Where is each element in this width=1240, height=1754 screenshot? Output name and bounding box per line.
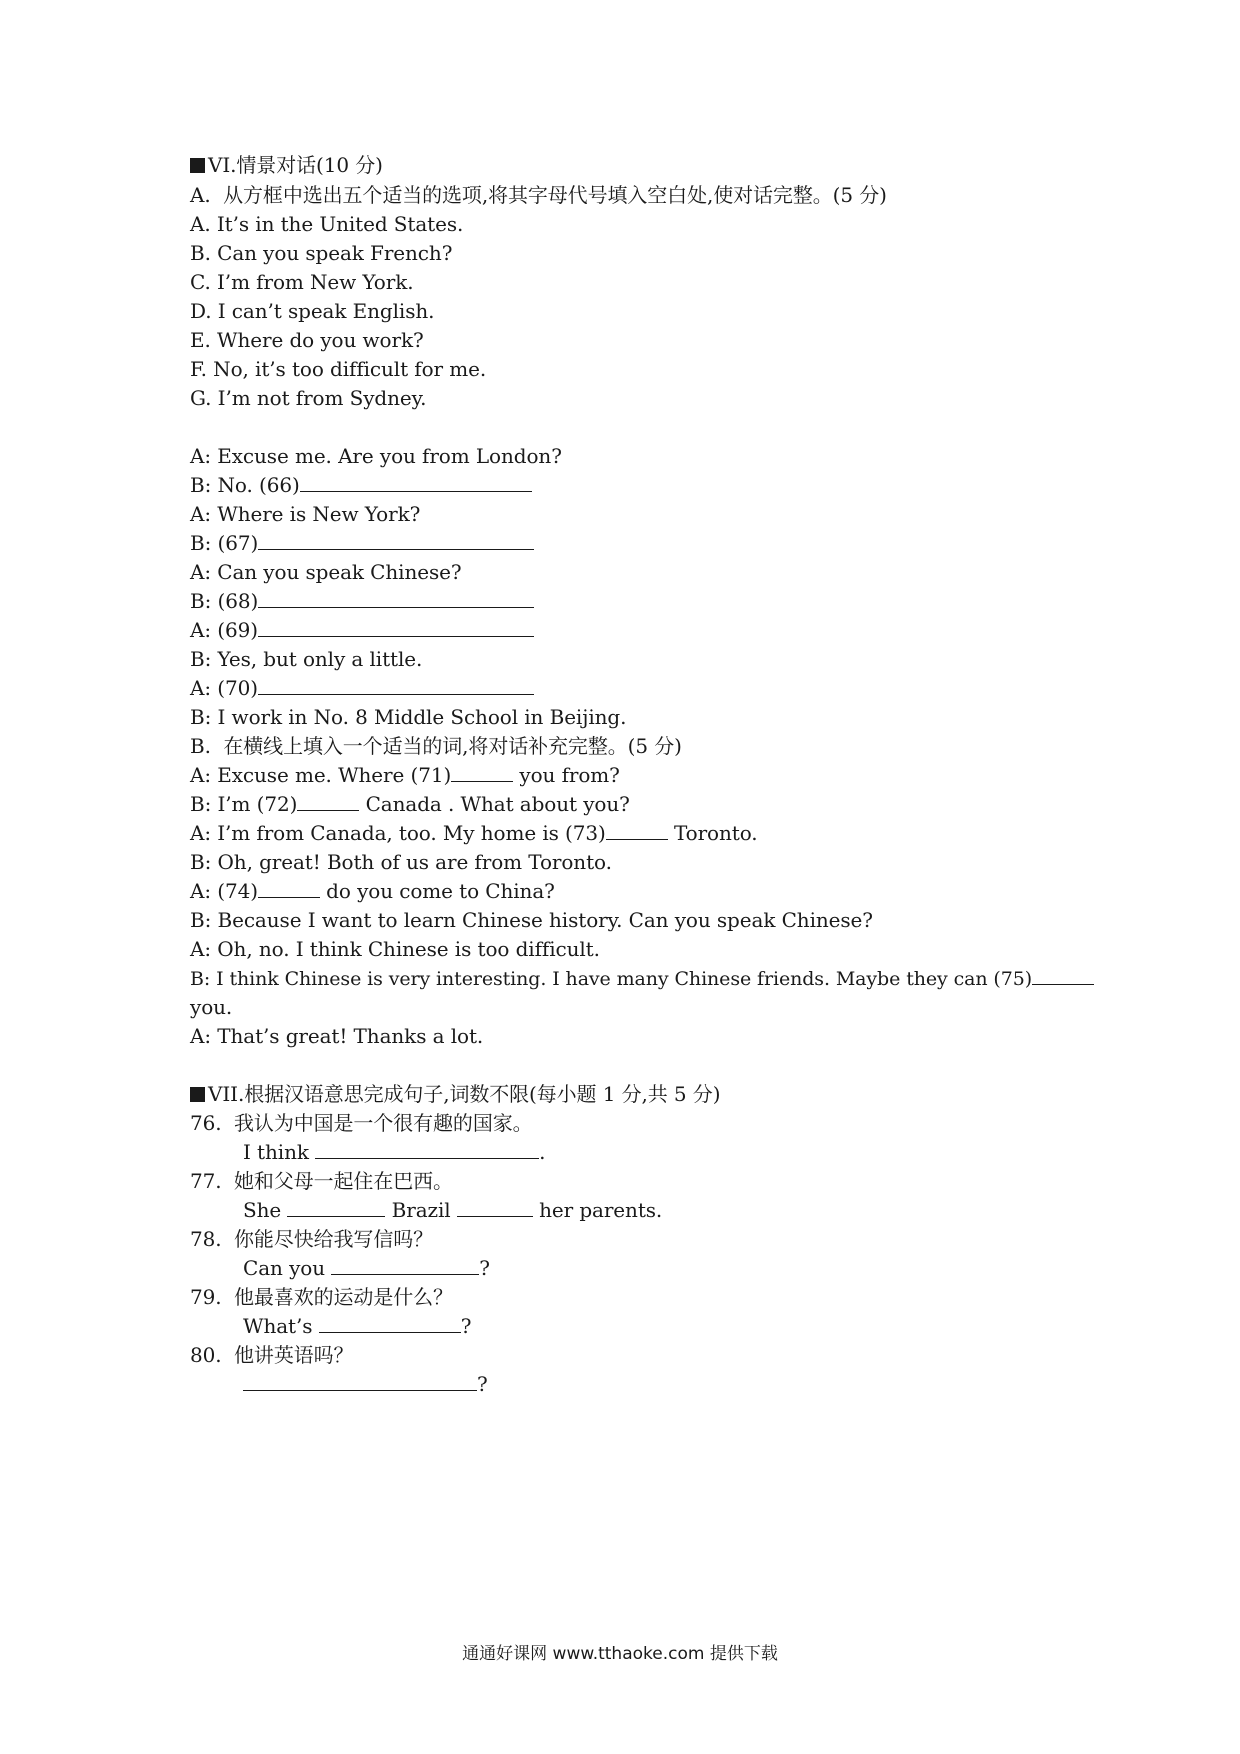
option: A. It’s in the United States. [190,212,464,236]
answer-line-79: What’s ? [243,1314,472,1338]
option: B. Can you speak French? [190,241,453,265]
dialogue-line: B: Yes, but only a little. [190,647,423,671]
section-7-heading: VII.根据汉语意思完成句子,词数不限(每小题 1 分,共 5 分) [190,1080,720,1108]
part-a-instruction: A. 从方框中选出五个适当的选项,将其字母代号填入空白处,使对话完整。(5 分) [190,183,887,207]
question-76: 76. 我认为中国是一个很有趣的国家。 [190,1111,533,1135]
dialogue-line: B: (68) [190,587,534,615]
answer-blank-70[interactable] [258,674,534,695]
answer-blank-75[interactable] [1032,964,1094,985]
dialogue-line: A: (70) [190,674,534,702]
dialogue-line: A: Excuse me. Where (71) you from? [190,763,620,787]
dialogue-line: B: Oh, great! Both of us are from Toronto. [190,850,612,874]
option: C. I’m from New York. [190,270,414,294]
square-bullet-icon [190,158,205,173]
dialogue-line: B: I think Chinese is very interesting. I have many Chinese friends. Maybe they can (75) [190,964,1094,993]
dialogue-line: A: That’s great! Thanks a lot. [190,1024,484,1048]
answer-blank[interactable] [287,1196,385,1217]
answer-line-78: Can you ? [243,1256,490,1280]
dialogue-line: B: Because I want to learn Chinese history. Can you speak Chinese? [190,908,873,932]
section-6-heading: VI.情景对话(10 分) [190,151,383,179]
answer-blank-71[interactable] [451,761,513,782]
question-79: 79. 他最喜欢的运动是什么？ [190,1285,453,1309]
dialogue-line: A: (74) do you come to China? [190,879,555,903]
dialogue-line: B: I’m (72) Canada . What about you? [190,792,630,816]
answer-blank[interactable] [331,1254,479,1275]
answer-line-80: ? [243,1370,488,1398]
dialogue-line: B: I work in No. 8 Middle School in Beijing. [190,705,627,729]
dialogue-line: A: Excuse me. Are you from London? [190,444,562,468]
option: D. I can’t speak English. [190,299,435,323]
answer-blank-69[interactable] [258,616,534,637]
dialogue-line: A: Can you speak Chinese? [190,560,462,584]
answer-blank[interactable] [243,1370,477,1391]
answer-blank-68[interactable] [258,587,534,608]
dialogue-line: A: Oh, no. I think Chinese is too difficult. [190,937,600,961]
question-77: 77. 她和父母一起住在巴西。 [190,1169,453,1193]
answer-blank-72[interactable] [297,790,359,811]
answer-blank[interactable] [315,1138,539,1159]
option: F. No, it’s too difficult for me. [190,357,487,381]
question-78: 78. 你能尽快给我写信吗？ [190,1227,434,1251]
answer-blank-67[interactable] [258,529,534,550]
answer-blank[interactable] [457,1196,533,1217]
dialogue-line: A: I’m from Canada, too. My home is (73) Toronto. [190,821,758,845]
answer-blank[interactable] [319,1312,461,1333]
option: E. Where do you work? [190,328,424,352]
square-bullet-icon [190,1087,205,1102]
answer-blank-74[interactable] [258,877,320,898]
answer-line-77: She Brazil her parents. [243,1198,663,1222]
dialogue-line: B: No. (66) [190,471,532,499]
page-footer: 通通好课网 www.tthaoke.com 提供下载 [462,1644,778,1664]
dialogue-line: A: Where is New York? [190,502,421,526]
dialogue-line: A: (69) [190,616,534,644]
dialogue-line: B: (67) [190,529,534,557]
question-80: 80. 他讲英语吗？ [190,1343,354,1367]
answer-blank-66[interactable] [300,471,532,492]
answer-blank-73[interactable] [606,819,668,840]
answer-line-76: I think . [243,1140,546,1164]
option: G. I’m not from Sydney. [190,386,427,410]
dialogue-line: you. [190,995,233,1019]
part-b-instruction: B. 在横线上填入一个适当的词,将对话补充完整。(5 分) [190,734,682,758]
